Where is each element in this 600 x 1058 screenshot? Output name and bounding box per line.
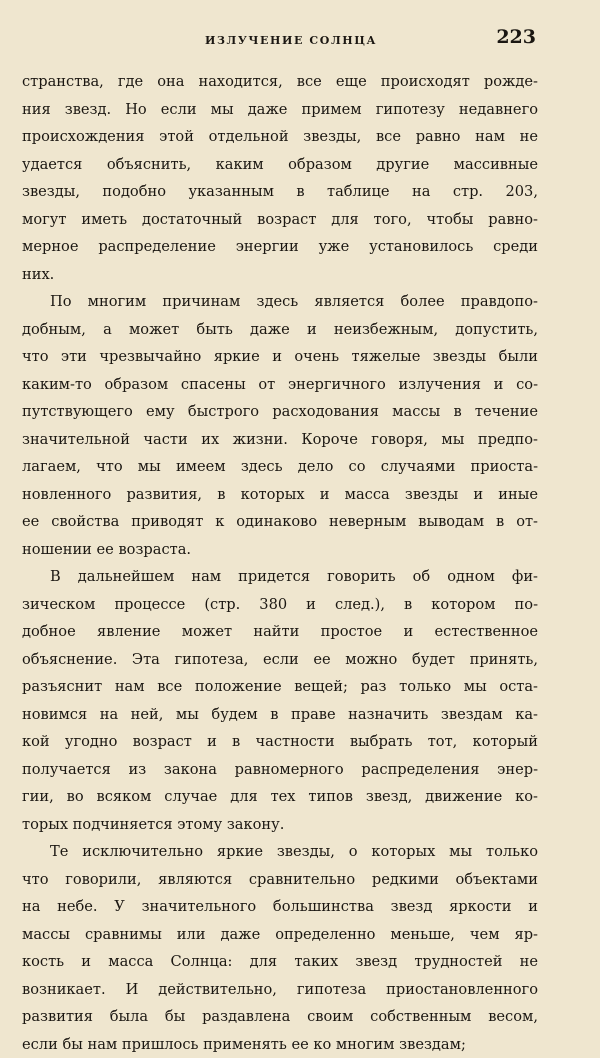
running-title: ИЗЛУЧЕНИЕ СОЛНЦА <box>205 34 377 47</box>
paragraph <box>22 563 538 838</box>
paragraph <box>22 838 538 1058</box>
text-line: ношении ее возраста. <box>22 536 538 564</box>
text-line: кой угодно возраст и в частности выбрать тот, который <box>22 728 538 756</box>
text-line: развития была бы раздавлена своим собственным весом, <box>22 1003 538 1031</box>
text-line: происхождения этой отдельной звезды, все равно нам не <box>22 123 538 151</box>
page-header <box>0 22 600 52</box>
paragraph <box>22 68 538 288</box>
text-line: торых подчиняется этому закону. <box>22 811 538 839</box>
text-line: значительной части их жизни. Короче говоря, мы предпо- <box>22 426 538 454</box>
text-line: если бы нам пришлось применять ее ко многим звездам; <box>22 1031 538 1058</box>
text-line: удается объяснить, каким образом другие массивные <box>22 151 538 179</box>
text-line: гии, во всяком случае для тех типов звезд, движение ко- <box>22 783 538 811</box>
text-line: что говорили, являются сравнительно редкими объектами <box>22 866 538 894</box>
text-line: новленного развития, в которых и масса звезды и иные <box>22 481 538 509</box>
text-line: объяснение. Эта гипотеза, если ее можно будет принять, <box>22 646 538 674</box>
text-line: По многим причинам здесь является более правдопо- <box>22 288 538 316</box>
text-line: Те исключительно яркие звезды, о которых мы только <box>22 838 538 866</box>
text-line: каким-то образом спасены от энергичного излучения и со- <box>22 371 538 399</box>
text-line: разъяснит нам все положение вещей; раз только мы оста- <box>22 673 538 701</box>
text-line: кость и масса Солнца: для таких звезд трудностей не <box>22 948 538 976</box>
text-line: массы сравнимы или даже определенно меньше, чем яр- <box>22 921 538 949</box>
text-line: на небе. У значительного большинства звезд яркости и <box>22 893 538 921</box>
text-line: могут иметь достаточный возраст для того, чтобы равно- <box>22 206 538 234</box>
text-line: странства, где она находится, все еще происходят рожде- <box>22 68 538 96</box>
text-line: мерное распределение энергии уже установилось среди <box>22 233 538 261</box>
text-line: звезды, подобно указанным в таблице на стр. 203, <box>22 178 538 206</box>
paragraph <box>22 288 538 563</box>
text-line: зическом процессе (стр. 380 и след.), в котором по- <box>22 591 538 619</box>
text-line: них. <box>22 261 538 289</box>
text-line: новимся на ней, мы будем в праве назначить звездам ка- <box>22 701 538 729</box>
text-line: получается из закона равномерного распределения энер- <box>22 756 538 784</box>
text-line: добным, а может быть даже и неизбежным, допустить, <box>22 316 538 344</box>
text-line: путствующего ему быстрого расходования массы в течение <box>22 398 538 426</box>
page-number: 223 <box>496 26 536 48</box>
text-line: В дальнейшем нам придется говорить об одном фи- <box>22 563 538 591</box>
text-line: добное явление может найти простое и естественное <box>22 618 538 646</box>
text-line: возникает. И действительно, гипотеза приостановленного <box>22 976 538 1004</box>
text-line: ния звезд. Но если мы даже примем гипотезу недавнего <box>22 96 538 124</box>
text-line: лагаем, что мы имеем здесь дело со случаями приоста- <box>22 453 538 481</box>
body-text <box>22 68 538 1058</box>
text-line: ее свойства приводят к одинаково неверным выводам в от- <box>22 508 538 536</box>
text-line: что эти чрезвычайно яркие и очень тяжелые звезды были <box>22 343 538 371</box>
